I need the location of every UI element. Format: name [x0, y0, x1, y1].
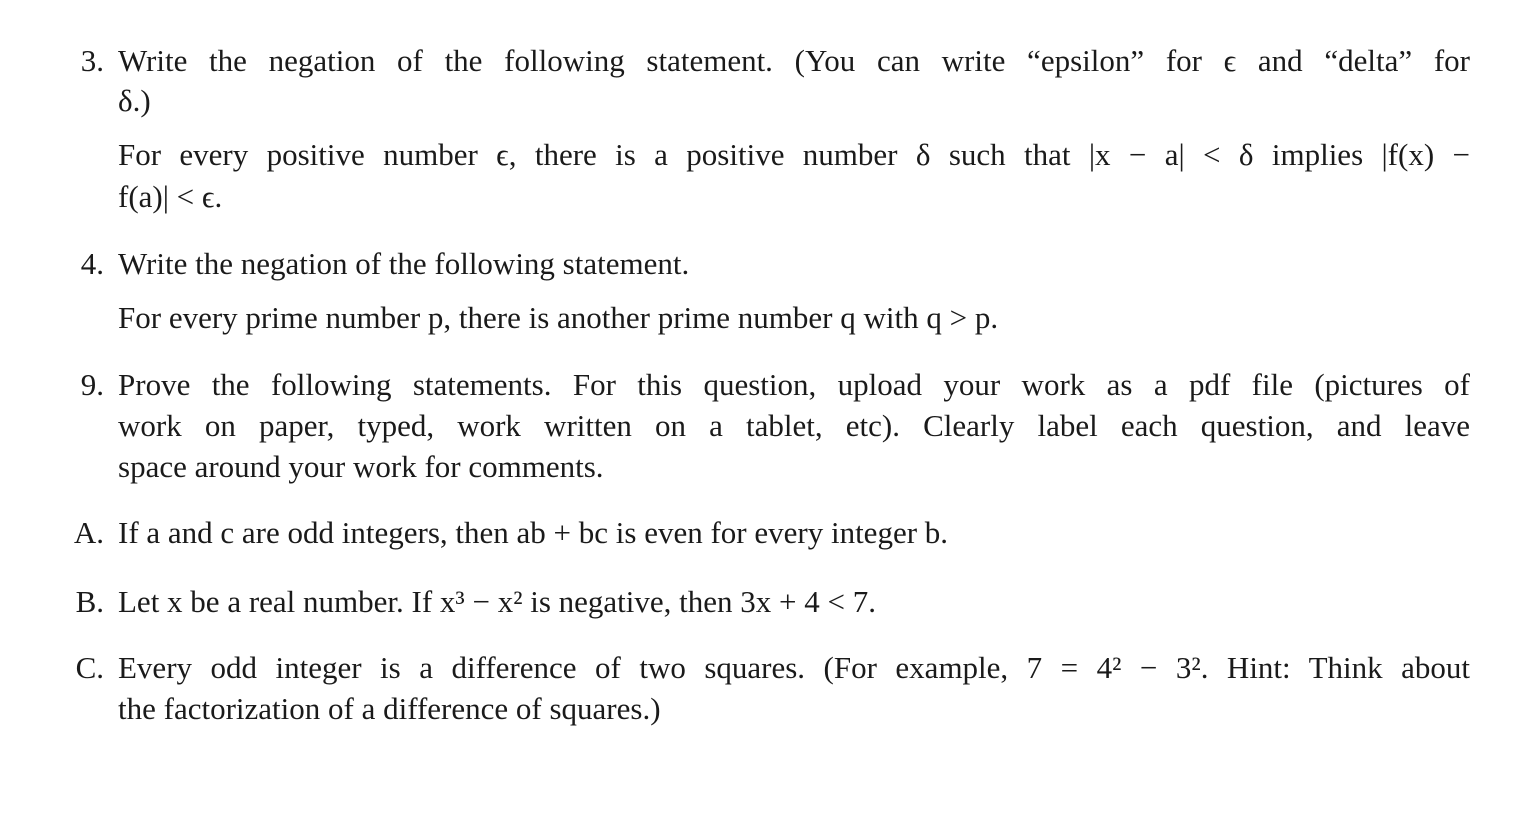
part-c-line-2: the factorization of a difference of squares.) — [118, 691, 661, 726]
part-a-label: A. — [73, 515, 104, 550]
problem-4-statement-line-1: For every prime number p, there is another prime number q with q > p. — [118, 300, 999, 335]
problem-9-number: 9. — [80, 367, 104, 402]
part-b-label: B. — [75, 584, 104, 619]
part-c-line-1: Every odd integer is a difference of two squares. (For example, 7 = 4² − 3². Hint: Think about — [118, 650, 1470, 685]
problem-4-prompt-line-1: Write the negation of the following statement. — [118, 246, 690, 281]
problem-9-prompt-line-1: Prove the following statements. For this question, upload your work as a pdf file (pictures of — [118, 367, 1470, 402]
part-a-line-1: If a and c are odd integers, then ab + bc is even for every integer b. — [118, 515, 949, 550]
problem-4-number: 4. — [80, 246, 104, 281]
part-c-label: C. — [75, 650, 104, 685]
problem-9-prompt-line-2: work on paper, typed, work written on a tablet, etc). Clearly label each question, and leave — [118, 408, 1470, 443]
problem-3-prompt-line-1: Write the negation of the following statement. (You can write “epsilon” for ϵ and “delta” for — [118, 43, 1470, 78]
part-b-line-1: Let x be a real number. If x³ − x² is negative, then 3x + 4 < 7. — [118, 584, 877, 619]
problem-3-number: 3. — [80, 43, 104, 78]
problem-3-statement-line-1: For every positive number ϵ, there is a positive number δ such that |x − a| < δ implies |f(x) − — [118, 137, 1470, 172]
problem-3-statement-line-2: f(a)| < ϵ. — [118, 179, 223, 214]
problem-9-prompt-line-3: space around your work for comments. — [118, 449, 604, 484]
problem-3-prompt-line-2: δ.) — [118, 83, 151, 118]
